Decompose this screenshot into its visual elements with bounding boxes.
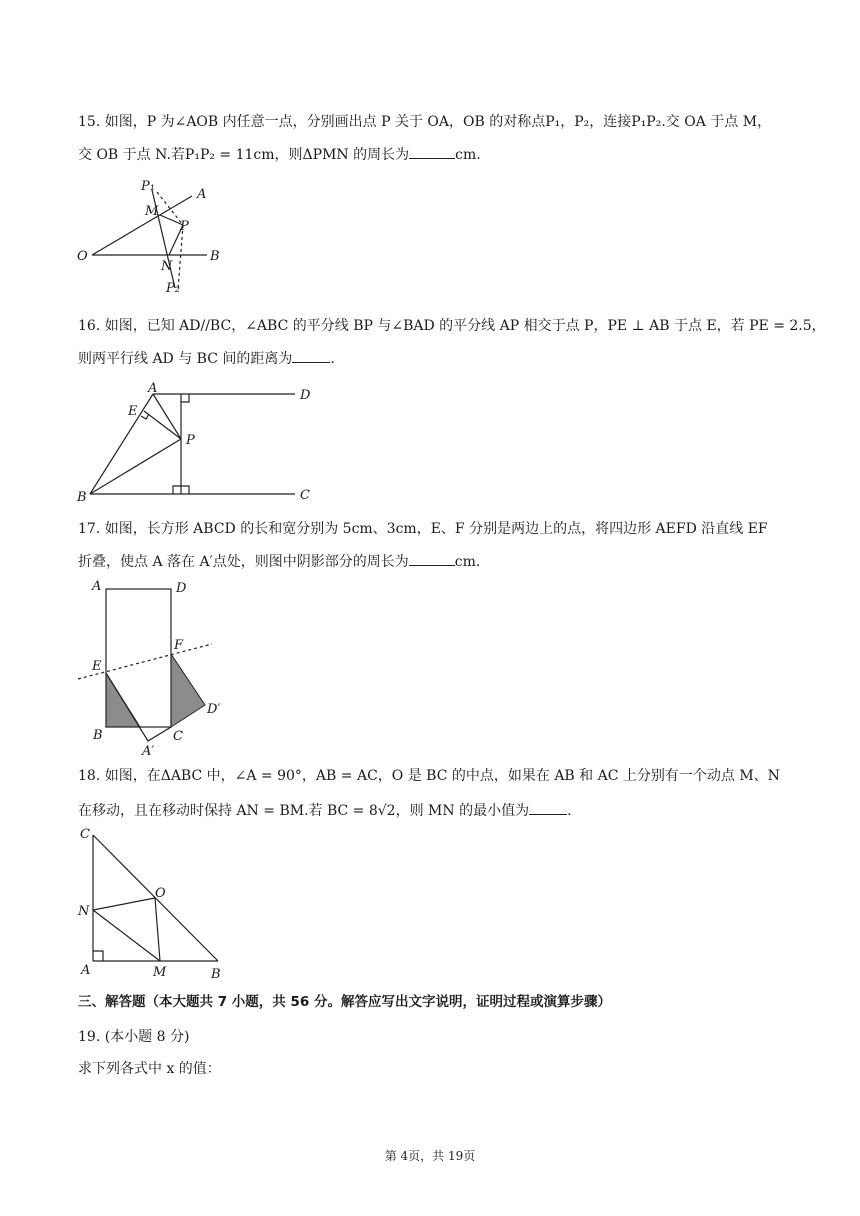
label-P: P xyxy=(186,433,195,448)
label-N: N xyxy=(161,259,173,274)
label-B: B xyxy=(210,249,220,264)
right-angle-A xyxy=(93,951,103,961)
label-C: C xyxy=(80,827,90,842)
label-E: E xyxy=(128,404,138,419)
label-C: C xyxy=(173,729,183,744)
label-P: P xyxy=(180,219,189,234)
q16-line1: 16. 如图，已知 AD//BC，∠ABC 的平分线 BP 与∠BAD 的平分线 AP 相交于点 P，PE ⊥ AB 于点 E，若 PE = 2.5， xyxy=(78,318,826,334)
label-A: A xyxy=(197,187,207,202)
label-P1: P₁ xyxy=(141,179,155,194)
q19-title: 19. (本小题 8 分) xyxy=(78,1029,190,1045)
label-P2: P₂ xyxy=(166,281,180,296)
label-C: C xyxy=(300,488,310,503)
label-D: D xyxy=(176,581,187,596)
label-A: A xyxy=(148,381,158,396)
q18-line1: 18. 如图，在ΔABC 中，∠A = 90°，AB = AC，O 是 BC 的中点，如果在 AB 和 AC 上分别有一个动点 M、N xyxy=(78,768,780,784)
label-M: M xyxy=(145,204,159,219)
label-A: A xyxy=(92,579,102,594)
q15-line1: 15. 如图，P 为∠AOB 内任意一点，分别画出点 P 关于 OA，OB 的对称点P₁，P₂，连接P₁P₂.交 OA 于点 M， xyxy=(78,114,772,130)
q19-prompt: 求下列各式中 x 的值： xyxy=(78,1061,221,1077)
q17-line2-pre: 折叠，使点 A 落在 A′点处，则图中阴影部分的周长为 xyxy=(78,554,409,570)
label-B: B xyxy=(93,728,103,743)
label-O: O xyxy=(155,886,166,901)
label-F: F xyxy=(174,638,184,653)
segment-OM xyxy=(155,898,160,961)
q17-line1: 17. 如图，长方形 ABCD 的长和宽分别为 5cm、3cm，E、F 分别是两边上的点，将四边形 AEFD 沿直线 EF xyxy=(78,521,768,537)
q18-line2-post: . xyxy=(567,803,572,819)
section-heading: 三、解答题（本大题共 7 小题，共 56 分。解答应写出文字说明，证明过程或演算步骤） xyxy=(78,994,611,1010)
label-A: A xyxy=(81,963,91,978)
q16-line2-post: . xyxy=(330,351,335,367)
label-O: O xyxy=(77,249,88,264)
label-B: B xyxy=(77,490,87,505)
label-B: B xyxy=(211,967,221,982)
label-E: E xyxy=(92,659,102,674)
q16-line2-pre: 则两平行线 AD 与 BC 间的距离为 xyxy=(78,351,293,367)
q17-line2-post: cm. xyxy=(454,554,481,570)
label-A2: A′ xyxy=(142,744,155,759)
page-footer: 第 4页，共 19页 xyxy=(384,1149,476,1163)
label-N: N xyxy=(78,904,90,919)
q18-line2-pre: 在移动，且在移动时保持 AN = BM.若 BC = 8√2，则 MN 的最小值为 xyxy=(78,803,530,819)
q15-line2-post: cm. xyxy=(455,147,481,163)
label-D2: D′ xyxy=(207,702,221,717)
label-M: M xyxy=(153,965,167,980)
q15-line2-pre: 交 OB 于点 N.若P₁P₂ = 11cm，则ΔPMN 的周长为 xyxy=(78,147,410,163)
segment-NO xyxy=(93,898,155,910)
label-D: D xyxy=(300,388,311,403)
